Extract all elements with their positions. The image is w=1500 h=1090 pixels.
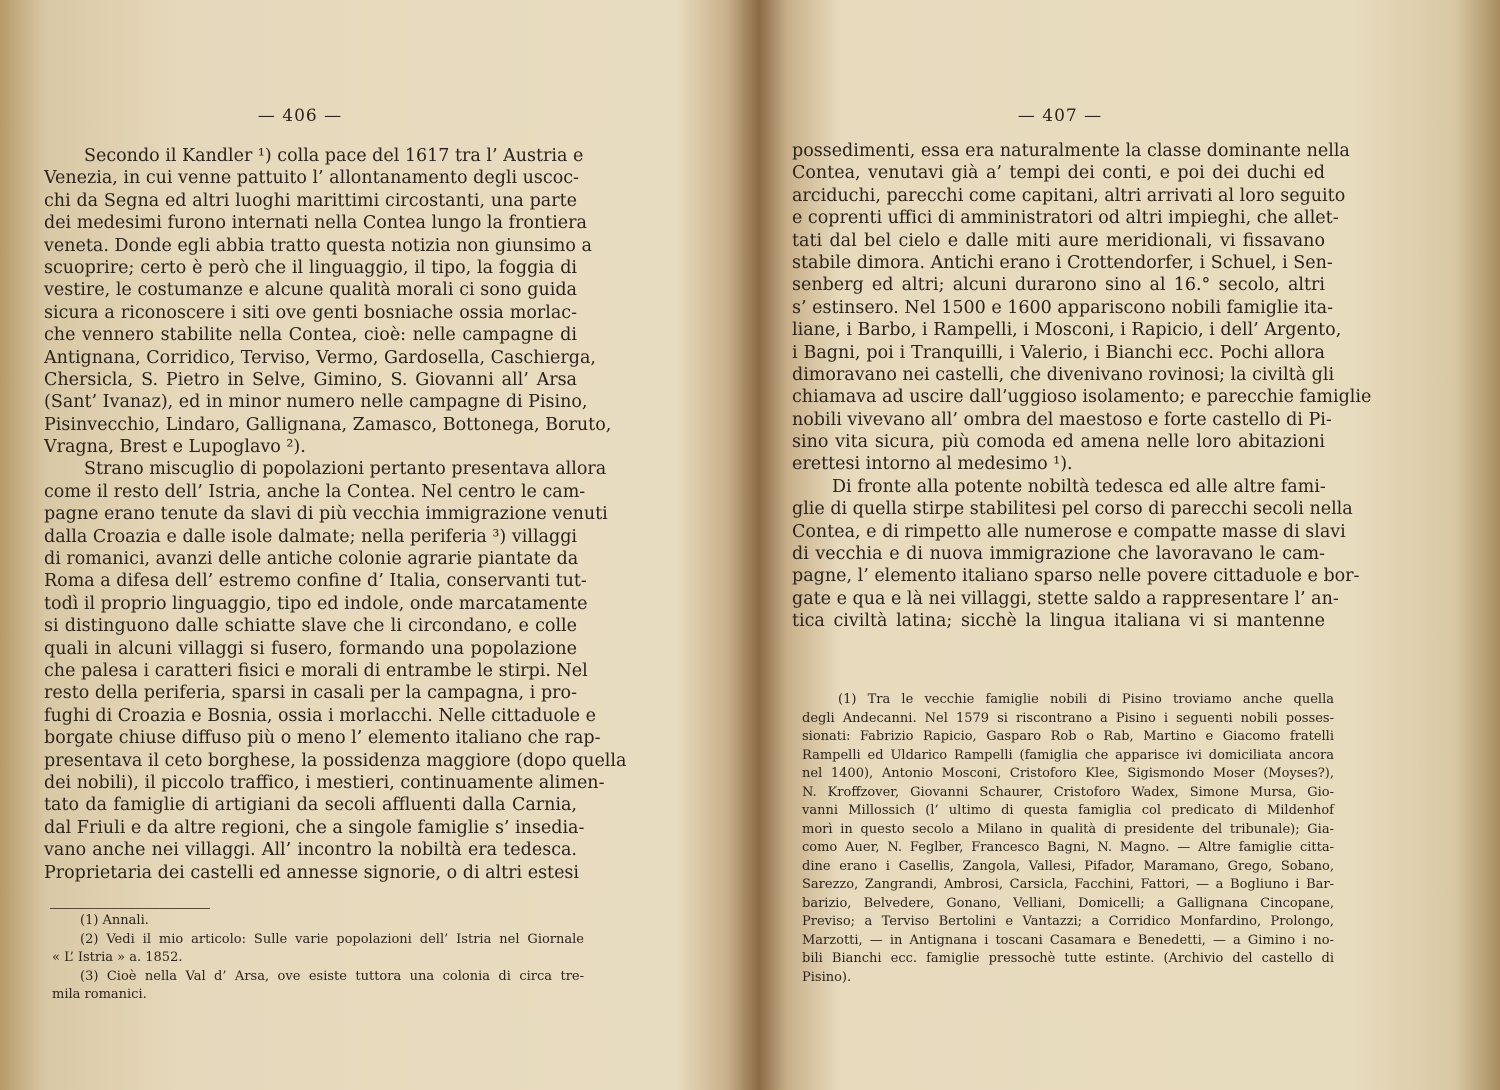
footnote-line: mila romanici. xyxy=(52,987,147,1002)
text-line: gate e qua e là nei villaggi, stette saldo a rappresentare l’ an- xyxy=(792,588,1339,609)
text-line: Contea, e di rimpetto alle numerose e compatte masse di slavi xyxy=(792,521,1346,542)
text-line: nobili vivevano all’ ombra del maestoso e forte castello di Pi- xyxy=(792,409,1332,430)
text-line: dei nobili), il piccolo traffico, i mestieri, continuamente alimen- xyxy=(44,772,605,793)
text-line: Secondo il Kandler ¹) colla pace del 1617 tra l’ Austria e xyxy=(84,146,584,166)
footnote-line: dine erano i Casellis, Zangola, Vallesi, Pifador, Maramano, Grego, Sobano, xyxy=(802,858,1334,874)
footnote-line: barizio, Belvedere, Gonano, Velliani, Domicelli; a Gallignana Cincopane, xyxy=(802,895,1334,911)
text-line: Venezia, in cui venne pattuito l’ allontanamento degli uscoc- xyxy=(44,168,579,189)
footnote-line: N. Kroffzover, Giovanni Schaurer, Cristoforo Wadex, Simone Mursa, Gio- xyxy=(802,784,1334,800)
text-line: tato da famiglie di artigiani da secoli affluenti dalla Carnia, xyxy=(44,795,577,816)
footnote-rule xyxy=(50,908,210,909)
text-line: (Sant’ Ivanaz), ed in minor numero nelle campagne di Pisino, xyxy=(44,392,588,413)
footnote-line: Pisino). xyxy=(802,969,852,985)
text-line: di romanici, avanzi delle antiche colonie agrarie piantate da xyxy=(44,549,579,570)
text-line: di vecchia e di nuova immigrazione che lavoravano le cam- xyxy=(792,544,1325,565)
footnote-line: bili Bianchi ecc. famiglie pressochè tutte estinte. (Archivio del castello di xyxy=(802,951,1334,966)
text-line: todì il proprio linguaggio, tipo ed indole, onde marcatamente xyxy=(44,593,588,614)
text-line: Strano miscuglio di popolazioni pertanto presentava allora xyxy=(84,459,607,480)
text-line: dei medesimi furono internati nella Contea lungo la frontiera xyxy=(44,213,587,234)
text-line: che vennero stabilite nella Contea, cioè: nelle campagne di xyxy=(44,325,577,346)
text-line: e coprenti uffici di amministratori od altri impieghi, che allet- xyxy=(792,208,1339,229)
text-line: sino vita sicura, più comoda ed amena nelle loro abitazioni xyxy=(792,432,1325,453)
text-line: pagne erano tenute da slavi di più vecchia immigrazione venuti xyxy=(44,504,608,525)
footnotes xyxy=(52,912,584,1005)
text-line: dal Friuli e da altre regioni, che a singole famiglie s’ insedia- xyxy=(44,817,585,838)
text-line: vano anche nei villaggi. All’ incontro la nobiltà era tedesca. xyxy=(44,840,577,861)
text-line: borgate chiuse diffuso più o meno l’ elemento italiano che rap- xyxy=(44,728,601,749)
text-line: Contea, venutavi già a’ tempi dei conti, e poi dei duchi ed xyxy=(792,163,1325,184)
text-line: Pisinvecchio, Lindaro, Gallignana, Zamasco, Bottonega, Boruto, xyxy=(44,414,612,435)
text-line: veneta. Donde egli abbia tratto questa notizia non giunsimo a xyxy=(44,235,592,256)
text-line: dalla Croazia e dalle isole dalmate; nella periferia ³) villaggi xyxy=(44,526,577,547)
text-line: s’ estinsero. Nel 1500 e 1600 appariscono nobili famiglie ita- xyxy=(792,297,1334,318)
text-line: chi da Segna ed altri luoghi marittimi circostanti, una parte xyxy=(44,190,577,211)
footnote-line: (1) Tra le vecchie famiglie nobili di Pisino troviamo anche quella xyxy=(838,692,1334,707)
text-line: senberg ed altri; alcuni durarono sino al 16.° secolo, altri xyxy=(792,275,1325,296)
body-text xyxy=(792,140,1372,633)
text-line: Antignana, Corridico, Terviso, Vermo, Gardosella, Caschierga, xyxy=(44,347,596,368)
footnote-line: (3) Cioè nella Val d’ Arsa, ove esiste tuttora una colonia di circa tre- xyxy=(80,968,584,984)
page-number: — 406 — xyxy=(257,106,343,126)
text-line: i Bagni, poi i Tranquilli, i Valerio, i Bianchi ecc. Pochi allora xyxy=(792,342,1325,363)
footnote-line: Rampelli ed Uldarico Rampelli (famiglia che apparisce ivi domiciliata ancora xyxy=(802,747,1334,763)
footnote-line: Sarezzo, Zangrandi, Ambrosi, Carsicla, Facchini, Fattori, — a Bogliuno i Bar- xyxy=(802,877,1334,892)
text-line: stabile dimora. Antichi erano i Crottendorfer, i Schuel, i Sen- xyxy=(792,252,1333,273)
text-line: Vragna, Brest e Lupoglavo ²). xyxy=(44,437,306,458)
text-line: tica civiltà latina; sicchè la lingua italiana vi si mantenne xyxy=(792,611,1325,632)
text-line: come il resto dell’ Istria, anche la Contea. Nel centro le cam- xyxy=(44,481,586,502)
footnote-line: vanni Millossich (l’ ultimo di questa famiglia col predicato di Mildenhof xyxy=(802,803,1334,818)
text-line: fughi di Croazia e Bosnia, ossia i morlacchi. Nelle cittaduole e xyxy=(44,705,596,726)
footnote-line: « L’ Istria » a. 1852. xyxy=(52,950,183,965)
footnote-line: morì in questo secolo a Milano in qualità di presidente del tribunale); Gia- xyxy=(802,821,1334,837)
text-line: erettesi intorno al medesimo ¹). xyxy=(792,454,1073,475)
text-line: Di fronte alla potente nobiltà tedesca ed alle altre fami- xyxy=(832,476,1326,497)
footnote-line: (1) Annali. xyxy=(80,913,149,928)
text-line: che palesa i caratteri fisici e morali di entrambe le stirpi. Nel xyxy=(44,660,588,681)
right-page xyxy=(750,0,1500,1090)
text-line: vestire, le costumanze e alcune qualità morali ci sono guida xyxy=(44,280,577,301)
text-line: chiamava ad uscire dall’uggioso isolamento; e parecchie famiglie xyxy=(792,387,1372,408)
footnote-line: (2) Vedi il mio articolo: Sulle varie popolazioni dell’ Istria nel Giornale xyxy=(80,931,584,947)
text-line: sicura a riconoscere i siti ove genti bosniache ossia morlac- xyxy=(44,302,577,323)
footnote-line: como Auer, N. Feglber, Francesco Bagni, N. Magno. — Altre famiglie citta- xyxy=(802,840,1334,855)
text-line: quali in alcuni villaggi si fusero, formando una popolazione xyxy=(44,638,577,659)
text-line: Proprietaria dei castelli ed annesse signorie, o di altri estesi xyxy=(44,862,580,883)
footnote-line: sionati: Fabrizio Rapicio, Gasparo Rob o Rab, Martino e Giacomo fratelli xyxy=(802,729,1334,744)
text-line: liane, i Barbo, i Rampelli, i Mosconi, i Rapicio, i dell’ Argento, xyxy=(792,320,1342,341)
text-line: tati dal bel cielo e dalle miti aure meridionali, vi fissavano xyxy=(792,230,1325,251)
footnotes xyxy=(802,691,1334,987)
footnote-line: nel 1400), Antonio Mosconi, Cristoforo Klee, Sigismondo Moser (Moyses?), xyxy=(802,766,1334,781)
text-line: dimoravano nei castelli, che divenivano rovinosi; la civiltà gli xyxy=(792,364,1335,385)
text-line: Chersicla, S. Pietro in Selve, Gimino, S. Giovanni all’ Arsa xyxy=(44,369,577,390)
text-line: presentava il ceto borghese, la possidenza maggiore (dopo quella xyxy=(44,750,627,771)
text-line: resto della periferia, sparsi in casali per la campagna, i pro- xyxy=(44,683,577,704)
body-text xyxy=(44,145,627,884)
text-line: si distinguono dalle schiatte slave che li circondano, e colle xyxy=(44,616,577,637)
page-number: — 407 — xyxy=(1017,106,1103,126)
footnote-line: Previso; a Terviso Bertolini e Vantazzi; a Corridico Monfardino, Prolongo, xyxy=(802,914,1334,929)
text-line: glie di quella stirpe stabilitesi pel corso di parecchi secoli nella xyxy=(792,499,1353,520)
footnote-line: Marzotti, — in Antignana i toscani Casamara e Benedetti, — a Gimino i no- xyxy=(802,932,1334,948)
text-line: possedimenti, essa era naturalmente la classe dominante nella xyxy=(792,141,1350,161)
text-line: pagne, l’ elemento italiano sparso nelle povere cittaduole e bor- xyxy=(792,566,1360,587)
text-line: Roma a difesa dell’ estremo confine d’ Italia, conservanti tut- xyxy=(44,571,587,592)
footnote-line: degli Andecanni. Nel 1579 si riscontrano a Pisino i seguenti nobili posses- xyxy=(802,710,1334,726)
text-line: scuoprire; certo è però che il linguaggio, il tipo, la foggia di xyxy=(44,257,577,278)
text-line: arciduchi, parecchi come capitani, altri arrivati al loro seguito xyxy=(792,185,1346,206)
